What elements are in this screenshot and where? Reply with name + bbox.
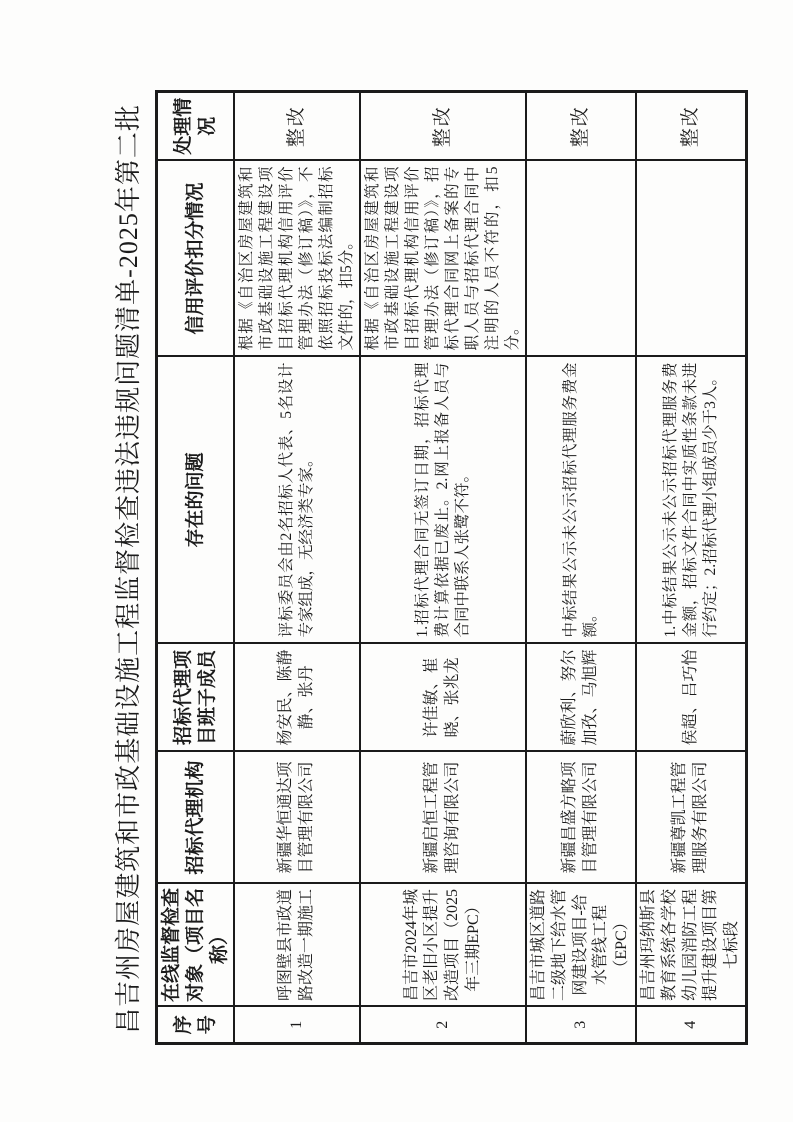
cell-seq: 4 [636,1007,746,1044]
cell-credit: 根据《自治区房屋建筑和市政基础设施工程建设项目招标代理机构信用评价管理办法（修订稿）》，招标代理合同网上备案的专职人员与招标代理合同中注明的人员不符的，扣5分。 [360,161,526,357]
cell-problems: 中标结果公示未公示招标代理服务费金额。 [526,357,636,644]
document-title: 昌吉州房屋建筑和市政基础设施工程监督检查违法违规问题清单-2025年第二批 [114,104,143,1034]
cell-credit [636,161,746,357]
cell-handling: 整改 [526,92,636,161]
cell-problems: 1.招标代理合同无签订日期，招标代理费计算依据已废止。2.网上报备人员与合同中联系人张鹭不符。 [360,357,526,644]
table-row [526,92,636,1044]
cell-team: 侯超、吕巧怡 [636,644,746,752]
header-problems: 存在的问题 [157,357,235,644]
cell-credit: 根据《自治区房屋建筑和市政基础设施工程建设项目招标代理机构信用评价管理办法（修订稿）》，不依照招标投标法编制招标文件的，扣5分。 [234,161,360,357]
cell-team: 蔚欣利、努尔加孜、马旭辉 [526,644,636,752]
header-row [157,92,235,1044]
cell-seq: 1 [234,1007,360,1044]
cell-problems: 1.中标结果公示未公示招标代理服务费金额，招标文件合同中实质性条款未进行约定；2.招标代理小组成员少于3人。 [636,357,746,644]
cell-team: 许佳敏、崔晓、张兆龙 [360,644,526,752]
cell-handling: 整改 [636,92,746,161]
cell-project: 呼图壁县市政道路改造一期施工 [234,884,360,1007]
cell-project: 昌吉州玛纳斯县教育系统各学校幼儿园消防工程提升建设项目第七标段 [636,884,746,1007]
cell-project: 昌吉市2024年城区老旧小区提升改造项目（2025年三期EPC） [360,884,526,1007]
cell-agency: 新疆尊凯工程管理服务有限公司 [636,752,746,884]
cell-agency: 新疆华恒通达项目管理有限公司 [234,752,360,884]
cell-team: 杨安民、陈静静、张丹 [234,644,360,752]
cell-credit [526,161,636,357]
header-seq: 序号 [157,1007,235,1044]
cell-problems: 评标委员会由2名招标人代表、5名设计专家组成，无经济类专家。 [234,357,360,644]
cell-seq: 2 [360,1007,526,1044]
issues-table [155,90,748,1045]
table-row [234,92,360,1044]
header-project: 在线监督检查对象（项目名称） [157,884,235,1007]
header-handling: 处理情况 [157,92,235,161]
header-credit: 信用评价扣分情况 [157,161,235,357]
header-agency: 招标代理机构 [157,752,235,884]
table-row [636,92,746,1044]
cell-project: 昌吉市城区道路二级地下给水管网建设项目-给水管线工程（EPC） [526,884,636,1007]
cell-agency: 新疆启恒工程管理咨询有限公司 [360,752,526,884]
cell-handling: 整改 [360,92,526,161]
cell-agency: 新疆昌盛方略项目管理有限公司 [526,752,636,884]
cell-seq: 3 [526,1007,636,1044]
header-team: 招标代理项目班子成员 [157,644,235,752]
cell-handling: 整改 [234,92,360,161]
table-row [360,92,526,1044]
